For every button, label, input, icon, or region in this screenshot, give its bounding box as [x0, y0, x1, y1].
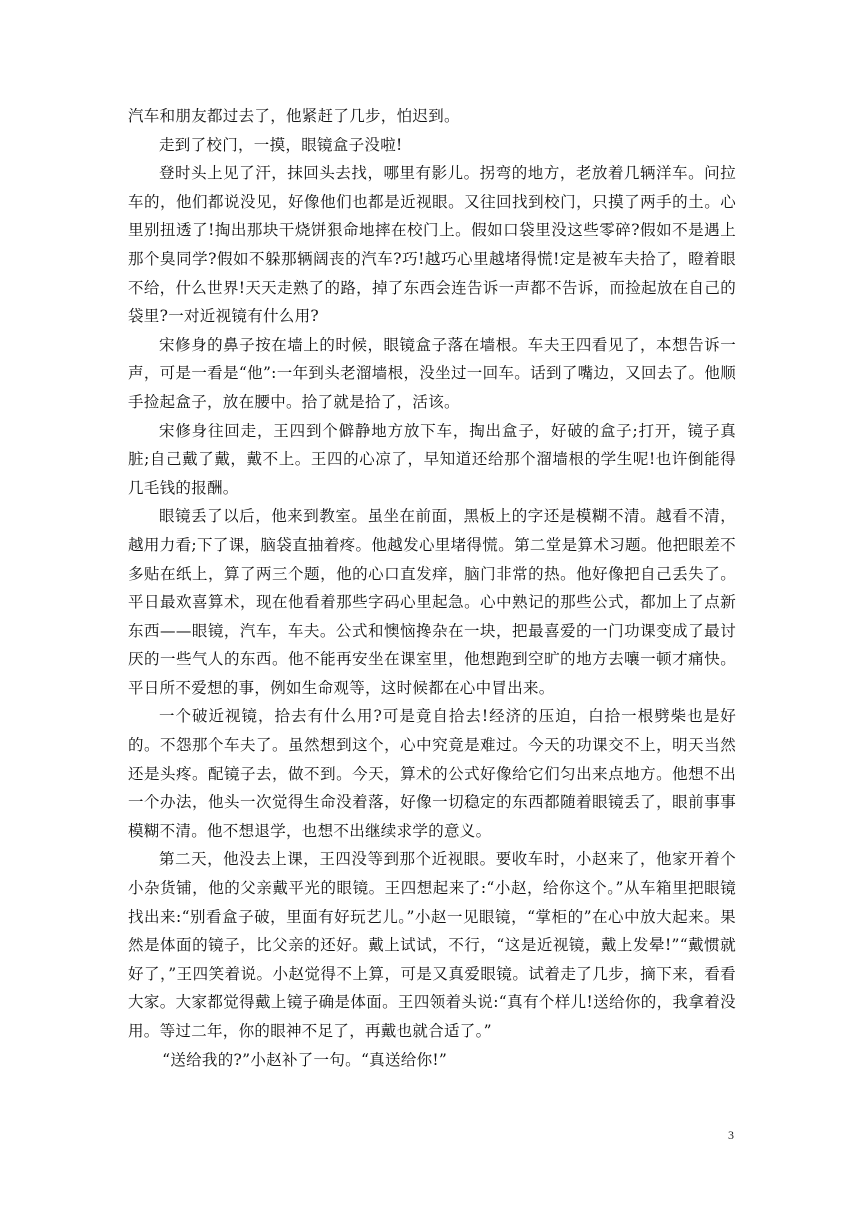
paragraph-3: 登时头上见了汗，抹回头去找，哪里有影儿。拐弯的地方，老放着几辆洋车。问拉车的，他们都说没见，好像他们也都是近视眼。又往回找到校门，只摸了两手的土。心里别扭透了!掏出那块干烧饼狠命地摔在校门上。假如口袋里没这些零碎?假如不是遇上那个臭同学?假如不躲那辆阔丧的汽车?巧!越巧心里越堵得慌!定是被车夫拾了，瞪着眼不给，什么世界!天天走熟了的路，掉了东西会连告诉一声都不告诉，而捡起放在自己的袋里?一对近视镜有什么用?: [128, 164, 736, 326]
body-text: [128, 102, 736, 1074]
page-number: 3: [728, 1128, 734, 1142]
paragraph-1: 汽车和朋友都过去了，他紧赶了几步，怕迟到。: [128, 107, 460, 125]
paragraph-6: 眼镜丢了以后，他来到教室。虽坐在前面，黑板上的字还是模糊不清。越看不清，越用力看;下了课，脑袋直抽着疼。他越发心里堵得慌。第二堂是算术习题。他把眼差不多贴在纸上，算了两三个题，他的心口直发痒，脑门非常的热。他好像把自己丢失了。平日最欢喜算术，现在他看着那些字码心里起急。心中熟记的那些公式，都加上了点新东西——眼镜，汽车，车夫。公式和懊恼搀杂在一块，把最喜爱的一门功课变成了最讨厌的一些气人的东西。他不能再安坐在课室里，他想跑到空旷的地方去嚷一顿才痛快。平日所不爱想的事，例如生命观等，这时候都在心中冒出来。: [128, 507, 736, 697]
paragraph-9: “送给我的?”小赵补了一句。“真送给你!”: [162, 1050, 448, 1069]
paragraph-4: 宋修身的鼻子按在墙上的时候，眼镜盒子落在墙根。车夫王四看见了，本想告诉一声，可是一看是“他”:一年到头老溜墙根，没坐过一回车。话到了嘴边，又回去了。他顺手捡起盒子，放在腰中。拾了就是拾了，活该。: [128, 335, 736, 411]
paragraph-2: 走到了校门，一摸，眼镜盒子没啦!: [159, 135, 403, 154]
paragraph-7: 一个破近视镜，拾去有什么用?可是竟自拾去!经济的压迫，白拾一根劈柴也是好的。不怨那个车夫了。虽然想到这个，心中究竟是难过。今天的功课交不上，明天当然还是头疼。配镜子去，做不到。今天，算术的公式好像给它们匀出来点地方。他想不出一个办法，他头一次觉得生命没着落，好像一切稳定的东西都随着眼镜丢了，眼前事事模糊不清。他不想退学，也想不出继续求学的意义。: [128, 707, 736, 840]
paragraph-8: 第二天，他没去上课，王四没等到那个近视眼。要收车时，小赵来了，他家开着个小杂货铺，他的父亲戴平光的眼镜。王四想起来了:“小赵，给你这个。”从车箱里把眼镜找出来:“别看盒子破，里面有好玩艺儿。”小赵一见眼镜，“掌柜的”在心中放大起来。果然是体面的镜子，比父亲的还好。戴上试试，不行，“这是近视镜，戴上发晕!”“戴惯就好了，”王四笑着说。小赵觉得不上算，可是又真爱眼镜。试着走了几步，摘下来，看看大家。大家都觉得戴上镜子确是体面。王四领着头说:“真有个样儿!送给你的，我拿着没用。等过二年，你的眼神不足了，再戴也就合适了。”: [128, 850, 736, 1040]
paragraph-5: 宋修身往回走，王四到个僻静地方放下车，掏出盒子，好破的盒子;打开，镜子真脏;自己戴了戴，戴不上。王四的心凉了，早知道还给那个溜墙根的学生呢!也许倒能得几毛钱的报酬。: [128, 421, 736, 497]
